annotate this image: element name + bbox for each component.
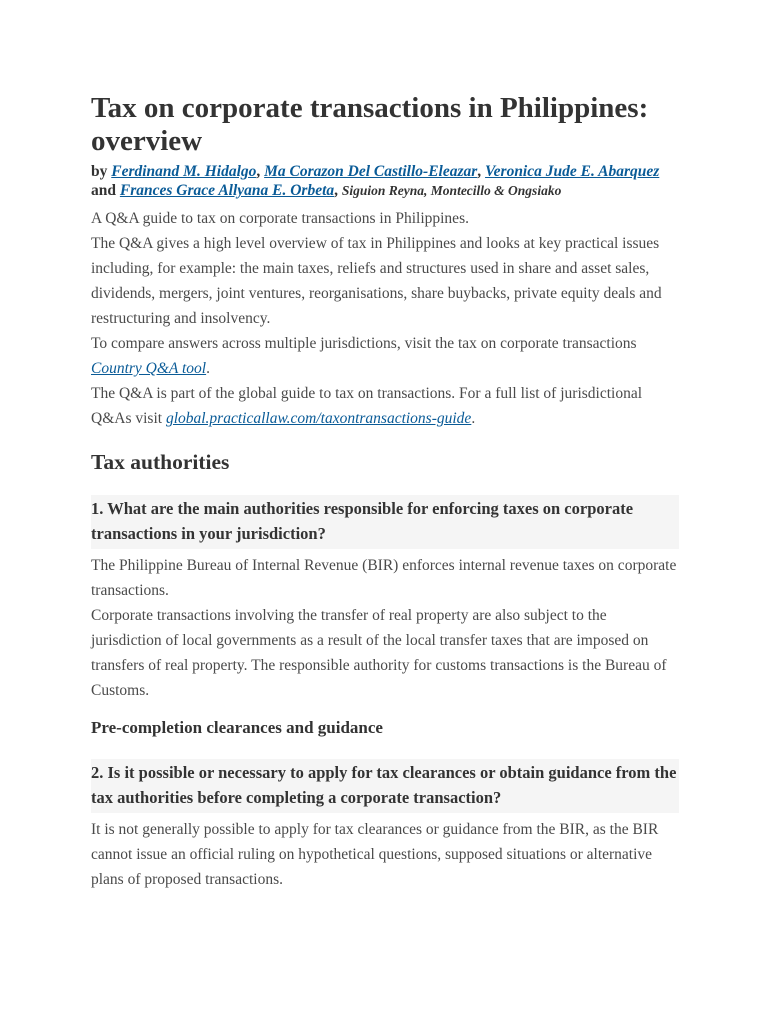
- author-link-del-castillo-eleazar[interactable]: Ma Corazon Del Castillo-Eleazar: [264, 163, 478, 180]
- section-heading-pre-completion: Pre-completion clearances and guidance: [91, 718, 383, 737]
- byline-separator: ,: [334, 182, 339, 199]
- answer-1-paragraph-2: Corporate transactions involving the transfer of real property are also subject to the jurisdiction of local governments as a result of the local transfer taxes that are imposed on transfers of real property. The responsible authority for customs transactions is the Bureau of Customs.: [91, 607, 667, 699]
- compare-text: To compare answers across multiple jurisdictions, visit the tax on corporate transactions: [91, 335, 637, 352]
- answer-2-paragraph-1: It is not generally possible to apply for tax clearances or guidance from the BIR, as the BIR cannot issue an official ruling on hypothetical questions, supposed situations or alternative plans of proposed transactions.: [91, 821, 659, 888]
- author-link-abarquez[interactable]: Veronica Jude E. Abarquez: [485, 163, 660, 180]
- guide-paragraph: [91, 381, 679, 431]
- law-firm-name: Siguion Reyna, Montecillo & Ongsiako: [341, 183, 562, 198]
- answer-1-paragraph-1: The Philippine Bureau of Internal Revenue (BIR) enforces internal revenue taxes on corporate transactions.: [91, 557, 677, 599]
- question-1: 1. What are the main authorities responsible for enforcing taxes on corporate transactions in your jurisdiction?: [91, 495, 679, 549]
- intro-paragraph: A Q&A guide to tax on corporate transactions in Philippines.: [91, 210, 469, 227]
- author-link-hidalgo[interactable]: Ferdinand M. Hidalgo: [111, 163, 257, 180]
- article: [91, 92, 679, 892]
- section-heading-tax-authorities: Tax authorities: [91, 450, 230, 474]
- page-title: Tax on corporate transactions in Philippines: overview: [91, 92, 649, 157]
- byline-separator: ,: [477, 163, 482, 180]
- overview-paragraph: The Q&A gives a high level overview of tax in Philippines and looks at key practical issues including, for example: the main taxes, reliefs and structures used in share and asset sales, dividends, mergers, joint ventures, reorganisations, share buybacks, private equity deals and restructuring and insolvency.: [91, 235, 662, 327]
- country-qa-tool-link[interactable]: Country Q&A tool: [91, 360, 207, 377]
- byline: [91, 162, 679, 200]
- byline-and: and: [91, 182, 116, 199]
- compare-period: .: [206, 360, 210, 377]
- compare-paragraph: [91, 331, 679, 381]
- guide-text: The Q&A is part of the global guide to tax on transactions. For a full list of jurisdictional Q&As visit: [91, 385, 643, 427]
- byline-by: by: [91, 163, 108, 180]
- guide-period: .: [471, 410, 476, 427]
- question-2: 2. Is it possible or necessary to apply for tax clearances or obtain guidance from the tax authorities before completing a corporate transaction?: [91, 759, 679, 813]
- byline-separator: ,: [256, 163, 261, 180]
- guide-url-link[interactable]: global.practicallaw.com/taxontransactions-guide: [165, 410, 472, 427]
- author-link-orbeta[interactable]: Frances Grace Allyana E. Orbeta: [119, 182, 335, 199]
